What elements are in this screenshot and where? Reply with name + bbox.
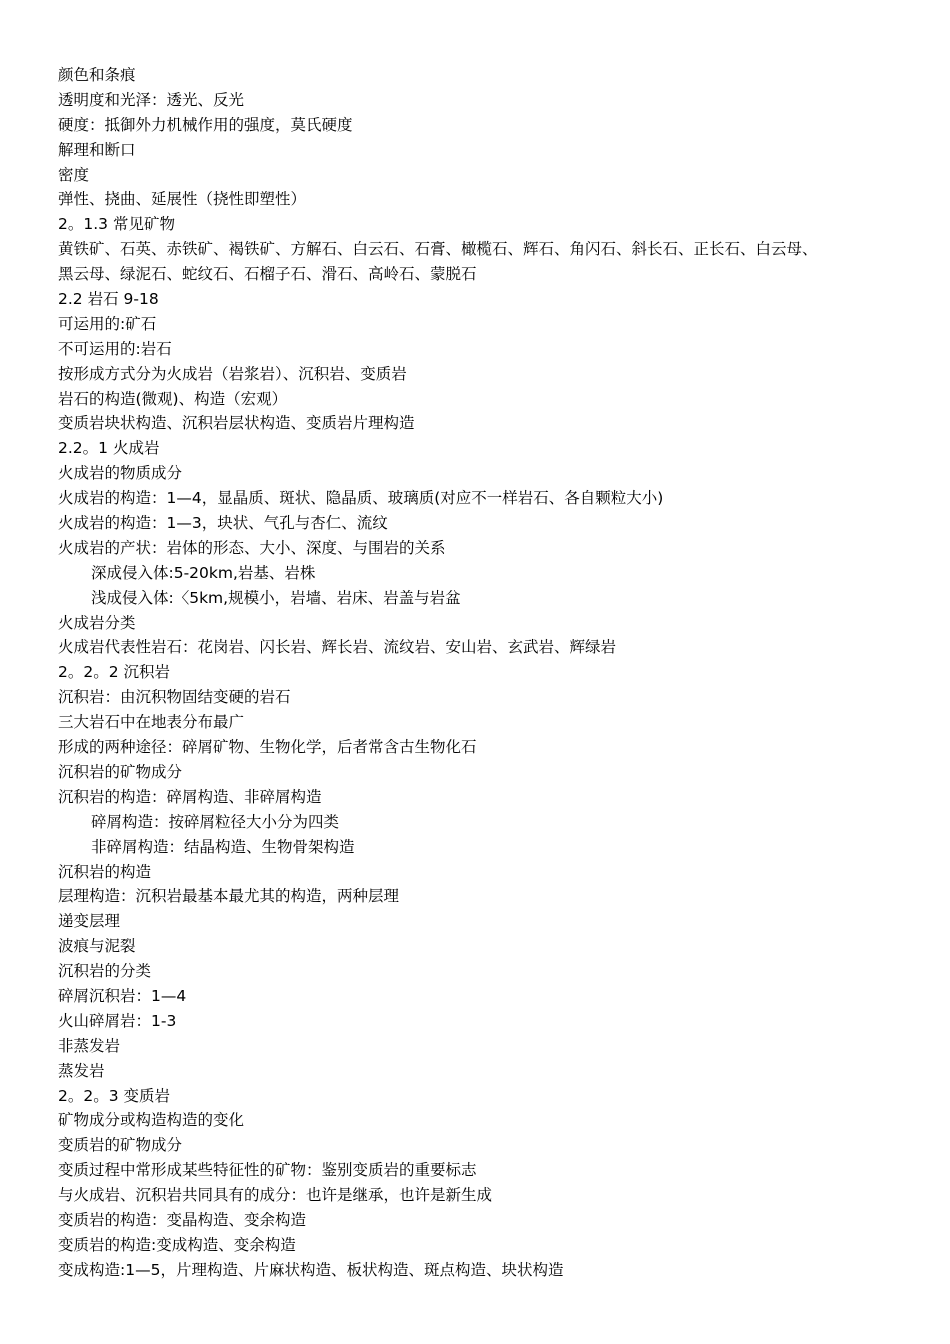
section-heading: 2.2 岩石 9-18	[58, 290, 159, 309]
text-line: 沉积岩的构造	[58, 862, 152, 881]
text-line: 火成岩代表性岩石：花岗岩、闪长岩、辉长岩、流纹岩、安山岩、玄武岩、辉绿岩	[58, 638, 617, 657]
indented-text-line: 深成侵入体:5-20km,岩基、岩株	[91, 563, 316, 582]
text-line: 火成岩的物质成分	[58, 464, 183, 483]
text-line: 密度	[58, 165, 90, 184]
text-line: 变质岩的构造：变晶构造、变余构造	[58, 1210, 307, 1229]
text-line: 沉积岩的分类	[58, 962, 152, 981]
text-line: 黄铁矿、石英、赤铁矿、褐铁矿、方解石、白云石、石膏、橄榄石、辉石、角闪石、斜长石、正长石、白云母、	[58, 240, 818, 259]
text-line: 碎屑沉积岩：1—4	[58, 986, 187, 1005]
text-line: 沉积岩的构造：碎屑构造、非碎屑构造	[58, 787, 322, 806]
text-line: 变质岩块状构造、沉积岩层状构造、变质岩片理构造	[58, 414, 415, 433]
text-line: 变成构造:1—5，片理构造、片麻状构造、板状构造、斑点构造、块状构造	[58, 1260, 564, 1279]
section-heading: 2。1.3 常见矿物	[58, 215, 175, 234]
text-line: 硬度：抵御外力机械作用的强度，莫氏硬度	[58, 115, 353, 134]
text-line: 解理和断口	[58, 140, 136, 159]
text-line: 火成岩的构造：1—4，显晶质、斑状、隐晶质、玻璃质(对应不一样岩石、各自颗粒大小)	[58, 489, 664, 508]
document-body	[58, 63, 898, 1283]
section-heading: 2。2。3 变质岩	[58, 1086, 171, 1105]
text-line: 波痕与泥裂	[58, 937, 136, 956]
text-line: 蒸发岩	[58, 1061, 105, 1080]
text-line: 沉积岩的矿物成分	[58, 762, 183, 781]
text-line: 火成岩分类	[58, 613, 136, 632]
text-line: 黑云母、绿泥石、蛇纹石、石榴子石、滑石、高岭石、蒙脱石	[58, 265, 477, 284]
indented-text-line: 非碎屑构造：结晶构造、生物骨架构造	[91, 837, 355, 856]
text-line: 变质岩的构造:变成构造、变余构造	[58, 1235, 296, 1254]
text-line: 按形成方式分为火成岩（岩浆岩）、沉积岩、变质岩	[58, 364, 407, 383]
text-line: 非蒸发岩	[58, 1036, 121, 1055]
text-line: 岩石的构造(微观)、构造（宏观）	[58, 389, 288, 408]
text-line: 透明度和光泽：透光、反光	[58, 90, 245, 109]
section-heading: 2.2。1 火成岩	[58, 439, 160, 458]
text-line: 可运用的:矿石	[58, 314, 157, 333]
text-line: 弹性、挠曲、延展性（挠性即塑性）	[58, 190, 307, 209]
text-line: 火成岩的构造：1—3，块状、气孔与杏仁、流纹	[58, 514, 388, 533]
text-line: 变质过程中常形成某些特征性的矿物：鉴别变质岩的重要标志	[58, 1161, 477, 1180]
text-line: 三大岩石中在地表分布最广	[58, 713, 245, 732]
section-heading: 2。2。2 沉积岩	[58, 663, 171, 682]
text-line: 变质岩的矿物成分	[58, 1136, 183, 1155]
text-line: 沉积岩：由沉积物固结变硬的岩石	[58, 688, 291, 707]
text-line: 与火成岩、沉积岩共同具有的成分：也许是继承，也许是新生成	[58, 1186, 493, 1205]
text-line: 火成岩的产状：岩体的形态、大小、深度、与围岩的关系	[58, 538, 446, 557]
indented-text-line: 浅成侵入体:〈5km,规模小，岩墙、岩床、岩盖与岩盆	[91, 588, 461, 607]
text-line: 递变层理	[58, 912, 121, 931]
text-line: 矿物成分或构造构造的变化	[58, 1111, 245, 1130]
indented-text-line: 碎屑构造：按碎屑粒径大小分为四类	[91, 812, 340, 831]
text-line: 不可运用的:岩石	[58, 339, 172, 358]
text-line: 颜色和条痕	[58, 66, 136, 84]
text-line: 层理构造：沉积岩最基本最尤其的构造，两种层理	[58, 887, 400, 906]
text-line: 形成的两种途径：碎屑矿物、生物化学，后者常含古生物化石	[58, 738, 477, 757]
text-line: 火山碎屑岩：1-3	[58, 1011, 177, 1030]
